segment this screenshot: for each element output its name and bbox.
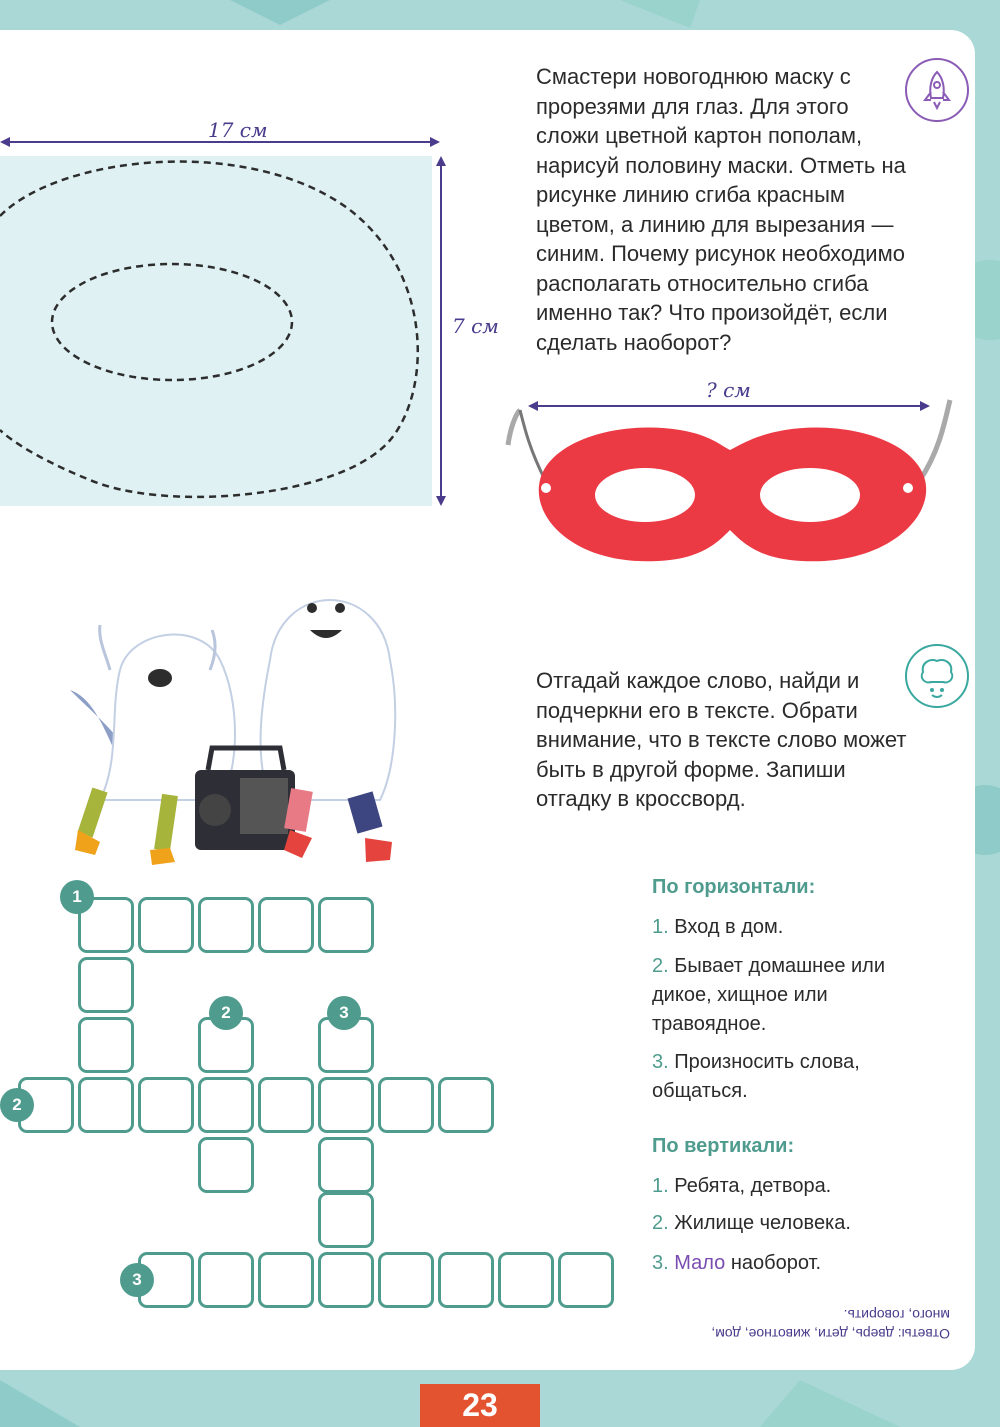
crossword-cell[interactable]	[318, 1192, 374, 1248]
crossword-cell[interactable]	[138, 897, 194, 953]
template-height-label: 7 см	[452, 314, 499, 338]
crossword-cell[interactable]	[198, 1077, 254, 1133]
task2-text: Отгадай каждое слово, найди и подчеркни его в тексте. Обрати внимание, что в тексте слово может быть в другой форме. Запиши отгадку в кроссворд.	[536, 668, 907, 811]
clue-number-badge: 2	[209, 996, 243, 1030]
horizontal-clues-title: По горизонтали:	[652, 876, 816, 898]
crossword-cell[interactable]	[318, 1137, 374, 1193]
crossword-cell[interactable]	[198, 1252, 254, 1308]
crossword-cell[interactable]	[78, 1017, 134, 1073]
clue-number-badge: 2	[0, 1088, 34, 1122]
crossword-cell[interactable]	[78, 1077, 134, 1133]
dancing-ghosts-illustration	[40, 580, 420, 880]
crossword-cell[interactable]	[438, 1077, 494, 1133]
vertical-clues-title: По вертикали:	[652, 1135, 795, 1157]
rocket-icon	[905, 58, 969, 122]
crossword-cell[interactable]	[378, 1252, 434, 1308]
crossword-cell[interactable]	[558, 1252, 614, 1308]
vertical-clue: 2. Жилище человека.	[652, 1212, 851, 1234]
clue-number-badge: 3	[327, 996, 361, 1030]
crossword-cell[interactable]	[78, 957, 134, 1013]
mask-width-label: ? см	[706, 378, 751, 402]
clue-number-badge: 1	[60, 880, 94, 914]
crossword-cell[interactable]	[318, 897, 374, 953]
answers-upside-down: Ответы: дверь, дети, животное, дом, много, говорить.	[711, 1307, 950, 1342]
crossword-cell[interactable]	[438, 1252, 494, 1308]
clue-number-badge: 3	[120, 1263, 154, 1297]
page-number: 23	[420, 1384, 540, 1427]
height-arrow	[434, 156, 448, 506]
crossword-cell[interactable]	[138, 1077, 194, 1133]
crossword-cell[interactable]	[318, 1252, 374, 1308]
template-dashed-lines	[0, 150, 440, 510]
brain-icon	[905, 644, 969, 708]
crossword-cell[interactable]	[498, 1252, 554, 1308]
horizontal-clue: 2. Бывает домашнее или дикое, хищное или травоядное.	[652, 955, 886, 1035]
crossword-cell[interactable]	[198, 897, 254, 953]
crossword-cell[interactable]	[378, 1077, 434, 1133]
crossword-cell[interactable]	[258, 1252, 314, 1308]
horizontal-clue: 3. Произносить слова, общаться.	[652, 1051, 860, 1102]
template-width-label: 17 см	[208, 118, 268, 142]
vertical-clue: 1. Ребята, детвора.	[652, 1175, 832, 1197]
horizontal-clue: 1. Вход в дом.	[652, 916, 784, 938]
crossword-cell[interactable]	[258, 897, 314, 953]
task1-text: Смастери новогоднюю маску с прорезями для глаз. Для этого сложи цветной картон пополам, нарисуй половину маски. Отметь на рисунке линию сгиба красным цветом, а линию для вырезания — синим. Почему рисунок необходимо располагать относительно сгиба именно так? Что произойдёт, если сделать наоборот?	[536, 64, 906, 355]
crossword-cell[interactable]	[318, 1077, 374, 1133]
crossword-cell[interactable]	[258, 1077, 314, 1133]
crossword-cell[interactable]	[198, 1137, 254, 1193]
vertical-clue: 3. Мало наоборот.	[652, 1252, 822, 1274]
